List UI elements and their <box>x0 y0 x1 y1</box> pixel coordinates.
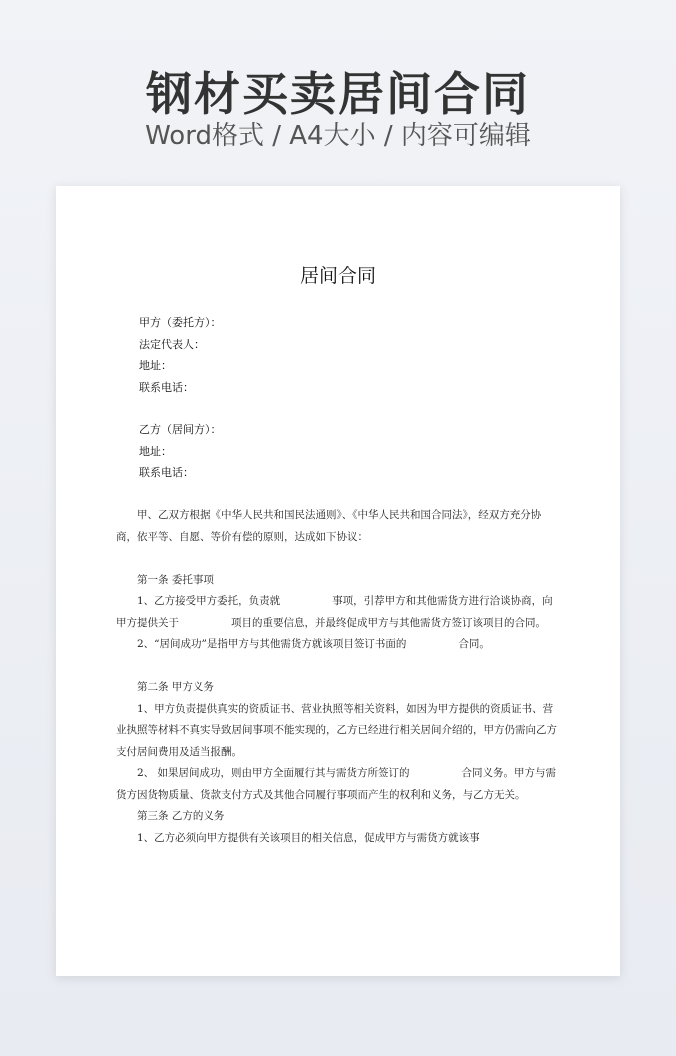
article-3-clause-1: 1、乙方必须向甲方提供有关该项目的相关信息，促成甲方与需货方就该事 <box>137 831 480 844</box>
party-a-rep: 法定代表人： <box>139 337 205 351</box>
document-page <box>56 186 620 976</box>
party-b-block <box>139 419 222 484</box>
article-2-clause-1: 1、甲方负责提供真实的资质证书、营业执照等相关资料，如因为甲方提供的资质证书、营业执照等材料不真实导致居间事项不能实现的，乙方已经进行相关居间介绍的，甲方仍需向乙方支付居间费用及适当报酬。 <box>116 702 557 758</box>
hero-subtitle: Word格式 / A4大小 / 内容可编辑 <box>145 121 531 151</box>
article-1-clause-1: 1、乙方接受甲方委托，负责就 事项，引荐甲方和其他需货方进行洽谈协商，向甲方提供关于 项目的重要信息，并最终促成甲方与其他需货方签订该项目的合同。 <box>116 595 553 629</box>
party-a-label: 甲方（委托方）： <box>139 316 222 329</box>
article-1-clause-2: 2、“居间成功”是指甲方与其他需货方就该项目签订书面的 合同。 <box>137 638 490 650</box>
party-a-block <box>139 312 222 398</box>
document-title: 居间合同 <box>299 265 376 287</box>
contract-body <box>116 505 562 849</box>
article-2-heading: 第二条 甲方义务 <box>137 681 214 693</box>
article-2-clause-2: 2、 如果居间成功，则由甲方全面履行其与需货方所签订的 合同义务。甲方与需货方因货物质量、货款支付方式及其他合同履行事项而产生的权利和义务，与乙方无关。 <box>116 767 557 801</box>
intro-paragraph: 甲、乙双方根据《中华人民共和国民法通则》、《中华人民共和国合同法》，经双方充分协商，依平等、自愿、等价有偿的原则，达成如下协议： <box>116 509 542 543</box>
article-3-heading: 第三条 乙方的义务 <box>137 810 225 822</box>
party-b-phone: 联系电话： <box>139 466 194 479</box>
hero-title: 钢材买卖居间合同 <box>146 67 530 121</box>
article-1-heading: 第一条 委托事项 <box>137 573 214 586</box>
party-b-label: 乙方（居间方）： <box>139 423 222 436</box>
party-a-phone: 联系电话： <box>139 380 194 394</box>
party-b-address: 地址： <box>139 444 172 458</box>
party-a-address: 地址： <box>139 359 172 372</box>
